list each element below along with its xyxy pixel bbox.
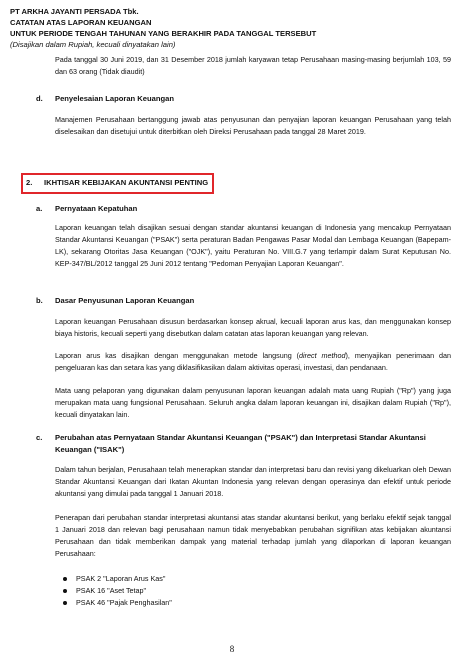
bullet-icon xyxy=(63,601,67,605)
section-c-paragraph-2: Penerapan dari perubahan standar interpretasi akuntansi atas standar akuntansi berikut, yang berlaku efektif sejak tanggal 1 Januari 2018 dan relevan bagi perusahaan namun tidak menyebabkan perubahan signifikan atas kebijakan akuntansi Perusahaan dan tidak memberikan dampak yang material terhadap jumlah yang dilaporkan di laporan keuangan Perusahaan: xyxy=(55,513,451,558)
section-c-paragraph-1: Dalam tahun berjalan, Perusahaan telah menerapkan standar dan interpretasi baru dan revisi yang dikeluarkan oleh Dewan Standar Akuntansi Keuangan dari Ikatan Akuntan Indonesia yang relevan dengan operasinya dan efektif untuk periode akuntansi yang dimulai pada tanggal 1 Januari 2018. xyxy=(55,465,451,498)
page-number: 8 xyxy=(229,644,235,654)
page-header xyxy=(10,6,450,50)
period-line: UNTUK PERIODE TENGAH TAHUNAN YANG BERAKHIR PADA TANGGAL TERSEBUT xyxy=(10,29,317,38)
list-item: PSAK 46 "Pajak Penghasilan" xyxy=(63,597,172,609)
section-c-label: c. xyxy=(36,433,43,442)
section-2-number: 2. xyxy=(26,178,33,187)
section-d-title: Penyelesaian Laporan Keuangan xyxy=(55,94,175,103)
bullet-icon xyxy=(63,589,67,593)
company-name: PT ARKHA JAYANTI PERSADA Tbk. xyxy=(10,7,139,16)
section-b-paragraph-2: Laporan arus kas disajikan dengan menggunakan metode langsung (direct method), menyajikan penerimaan dan pengeluaran kas dan setara kas yang diklasifikasikan dalam aktivitas operasi, investasi, dan pendanaan. xyxy=(55,351,451,372)
section-c-title-line-2: Keuangan ("ISAK") xyxy=(55,445,125,454)
section-b-paragraph-1: Laporan keuangan Perusahaan disusun berdasarkan konsep akrual, kecuali laporan arus kas, dan menggunakan konsep biaya historis, kecuali seperti yang disebutkan dalam catatan atas laporan keuangan yang relevan. xyxy=(55,317,451,338)
section-c-title-line-1: Perubahan atas Pernyataan Standar Akuntansi Keuangan ("PSAK") dan Interpretasi Standar Akuntansi xyxy=(55,433,426,442)
currency-note: (Disajikan dalam Rupiah, kecuali dinyatakan lain) xyxy=(10,40,176,49)
section-b-label: b. xyxy=(36,296,43,305)
bullet-icon xyxy=(63,577,67,581)
section-d-label: d. xyxy=(36,94,43,103)
section-2-title: IKHTISAR KEBIJAKAN AKUNTANSI PENTING xyxy=(44,178,209,187)
list-item: PSAK 2 "Laporan Arus Kas" xyxy=(63,573,165,585)
document-title: CATATAN ATAS LAPORAN KEUANGAN xyxy=(10,18,152,27)
section-a-paragraph: Laporan keuangan telah disajikan sesuai dengan standar akuntansi keuangan di Indonesia yang mencakup Pernyataan Standar Akuntansi Keuangan ("PSAK") serta peraturan Badan Pengawas Pasar Modal dan Lembaga Keuangan (Bapepam-LK), sekarang Otoritas Jasa Keuangan ("OJK"), yaitu Peraturan No. VIII.G.7 yang terlampir dalam Surat Keputusan No. KEP-347/BL/2012 tanggal 25 Juni 2012 tentang "Pedoman Penyajian Laporan Keuangan". xyxy=(55,223,451,268)
intro-paragraph: Pada tanggal 30 Juni 2019, dan 31 Desember 2018 jumlah karyawan tetap Perusahaan masing-masing berjumlah 103, 59 dan 63 orang (Tidak diaudit) xyxy=(55,55,451,76)
section-d-paragraph: Manajemen Perusahaan bertanggung jawab atas penyusunan dan penyajian laporan keuangan Perusahaan yang telah diselesaikan dan disetujui untuk diterbitkan oleh Direksi Perusahaan pada tanggal 28 Maret 2019. xyxy=(55,115,451,136)
list-item: PSAK 16 "Aset Tetap" xyxy=(63,585,146,597)
section-a-label: a. xyxy=(36,204,43,213)
section-b-title: Dasar Penyusunan Laporan Keuangan xyxy=(55,296,195,305)
section-b-paragraph-3: Mata uang pelaporan yang digunakan dalam penyusunan laporan keuangan adalah mata uang Rupiah ("Rp") yang juga merupakan mata uang fungsional Perusahaan. Seluruh angka dalam laporan keuangan ini, disajikan dalam Rupiah ("Rp"), kecuali dinyatakan lain. xyxy=(55,386,451,419)
section-a-title: Pernyataan Kepatuhan xyxy=(55,204,138,213)
